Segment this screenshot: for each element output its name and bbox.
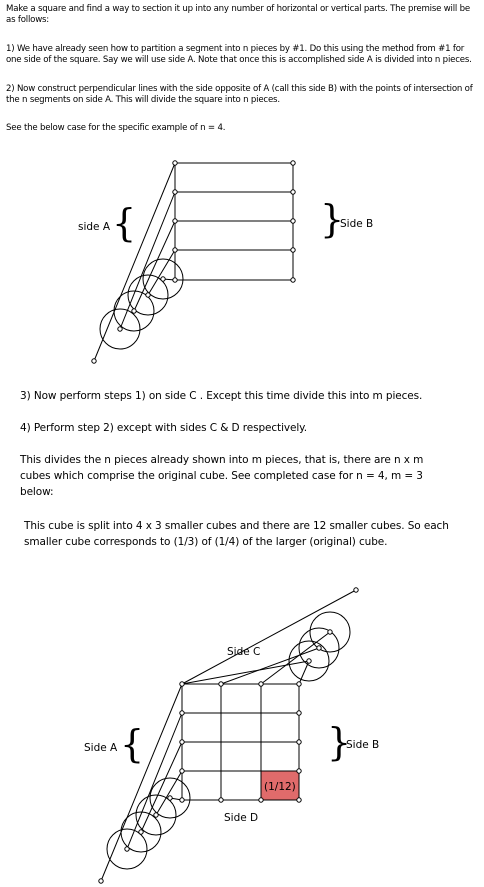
point	[173, 248, 177, 252]
side-a-label-2: Side A	[84, 742, 118, 754]
side-b-label-2: Side B	[346, 739, 380, 751]
step-1-paragraph: 1) We have already seen how to partition a segment into n pieces by #1. Do this using the method from #1 for one side of the square. Say we will use side A. Note that once this is accomplished side A is divided into n pieces.	[6, 44, 472, 65]
side-d-label: Side D	[224, 812, 259, 824]
construction-segment-c	[182, 590, 356, 684]
point	[291, 190, 295, 194]
point	[173, 278, 177, 282]
cell-fraction-label: (1/12)	[264, 781, 296, 793]
point	[146, 293, 150, 297]
point	[173, 219, 177, 223]
side-a-label: side A	[78, 221, 111, 233]
point	[291, 248, 295, 252]
square-divided-into-n-diagram	[92, 161, 295, 363]
side-c-label: Side C	[227, 646, 261, 658]
side-b-brace: }	[320, 197, 345, 241]
side-b-brace-2: }	[327, 720, 352, 764]
construction-segment-a	[101, 684, 182, 881]
point	[118, 327, 122, 331]
side-b-label: Side B	[340, 218, 374, 230]
point	[291, 161, 295, 165]
side-a-brace-2: {	[120, 722, 145, 766]
step-3-paragraph: 3) Now perform steps 1) on side C . Except this time divide this into m pieces.	[20, 390, 423, 402]
step-2-paragraph: 2) Now construct perpendicular lines with the side opposite of A (call this side B) with the points of intersection of the n segments on side A. This will divide the square into n pieces.	[6, 84, 473, 105]
intro-paragraph: Make a square and find a way to section it up into any number of horizontal or vertical parts. The premise will be as follows:	[6, 4, 470, 25]
step-4-paragraph: 4) Perform step 2) except with sides C & D respectively.	[20, 422, 308, 434]
point	[92, 359, 96, 363]
divides-paragraph: This divides the n pieces already shown into m pieces, that is, there are n x m cubes which comprise the original cube. See completed case for n = 4, m = 3 below:	[20, 454, 424, 498]
point	[291, 278, 295, 282]
point	[291, 219, 295, 223]
point	[173, 161, 177, 165]
point	[173, 190, 177, 194]
split-paragraph: This cube is split into 4 x 3 smaller cubes and there are 12 smaller cubes. So each smaller cube corresponds to (1/3) of (1/4) of the larger (original) cube.	[24, 520, 449, 548]
point	[132, 309, 136, 313]
point	[161, 277, 165, 281]
connector-line	[182, 661, 309, 684]
example-note: See the below case for the specific example of n = 4.	[6, 123, 226, 133]
side-a-brace: {	[112, 201, 137, 245]
